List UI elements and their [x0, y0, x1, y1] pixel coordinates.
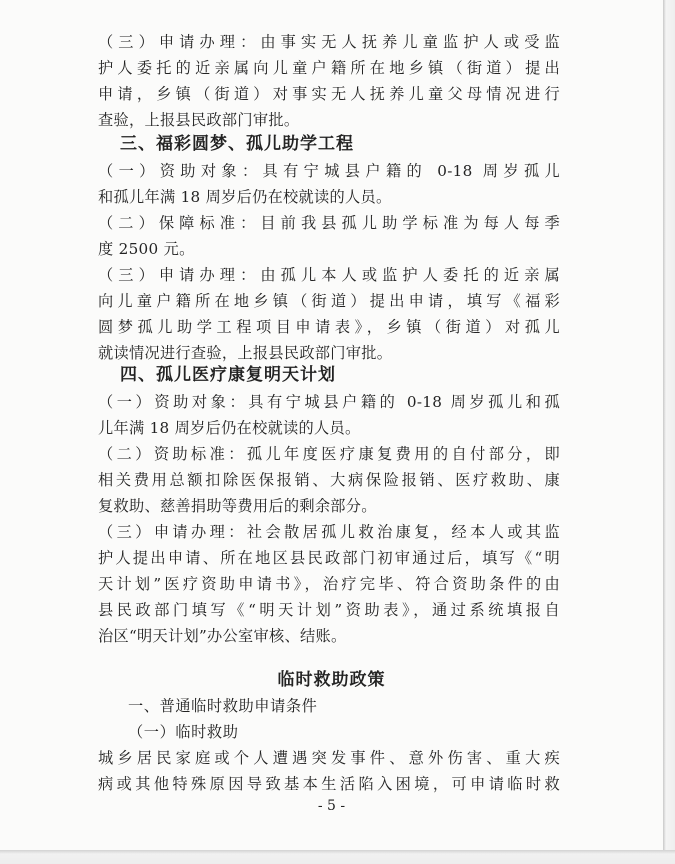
paragraph-line: （三）申请办理：由事实无人抚养儿童监护人或受监: [98, 33, 560, 51]
paragraph-line: 查验，上报县民政部门审批。: [98, 111, 300, 129]
paragraph-line: 儿年满 18 周岁后仍在校就读的人员。: [98, 419, 361, 437]
page-edge-shadow: [663, 0, 675, 864]
section-heading: 三、福彩圆梦、孤儿助学工程: [120, 134, 354, 154]
subsection-heading: 一、普通临时救助申请条件: [128, 697, 318, 715]
paragraph-line: 县民政部门填写《“明天计划”资助表》，通过系统填报自: [98, 601, 560, 619]
paragraph-line: （一）资助对象：具有宁城县户籍的 0-18 周岁孤儿: [98, 162, 560, 180]
paragraph-line: 病或其他特殊原因导致基本生活陷入困境，可申请临时救: [98, 775, 560, 793]
paragraph-line: 申请，乡镇（街道）对事实无人抚养儿童父母情况进行: [98, 85, 560, 103]
paragraph-line: 度 2500 元。: [98, 240, 195, 258]
paragraph-line: （三）申请办理：社会散居孤儿救治康复，经本人或其监: [98, 523, 560, 541]
page-number: - 5 -: [317, 798, 346, 814]
paragraph-line: 向儿童户籍所在地乡镇（街道）提出申请，填写《福彩: [98, 292, 560, 310]
paragraph-line: （二）资助标准：孤儿年度医疗康复费用的自付部分，即: [98, 445, 560, 463]
paragraph-line: 复救助、慈善捐助等费用后的剩余部分。: [98, 497, 377, 515]
paragraph-line: （一）资助对象：具有宁城县户籍的 0-18 周岁孤儿和孤: [98, 393, 560, 411]
paragraph-line: 相关费用总额扣除医保报销、大病保险报销、医疗救助、康: [98, 471, 560, 489]
paragraph-line: 护人提出申请、所在地区县民政部门初审通过后，填写《“明: [98, 549, 560, 567]
paragraph-line: 护人委托的近亲属向儿童户籍所在地乡镇（街道）提出: [98, 59, 560, 77]
paragraph-line: 和孤儿年满 18 周岁后仍在校就读的人员。: [98, 188, 392, 206]
paragraph-line: （二）保障标准：目前我县孤儿助学标准为每人每季: [98, 214, 560, 232]
paragraph-line: 天计划”医疗资助申请书》，治疗完毕、符合资助条件的由: [98, 575, 560, 593]
paragraph-line: 圆梦孤儿助学工程项目申请表》，乡镇（街道）对孤儿: [98, 318, 560, 336]
paragraph-line: 就读情况进行查验，上报县民政部门审批。: [98, 344, 393, 362]
paragraph-line: 治区“明天计划”办公室审核、结账。: [98, 627, 347, 645]
paragraph-line: 城乡居民家庭或个人遭遇突发事件、意外伤害、重大疾: [98, 749, 560, 767]
page-bottom-shadow: [0, 850, 675, 864]
paragraph-line: （三）申请办理：由孤儿本人或监护人委托的近亲属: [98, 266, 560, 284]
item-heading: （一）临时救助: [128, 723, 239, 741]
section-heading: 四、孤儿医疗康复明天计划: [120, 365, 336, 385]
policy-title: 临时救助政策: [277, 670, 386, 690]
